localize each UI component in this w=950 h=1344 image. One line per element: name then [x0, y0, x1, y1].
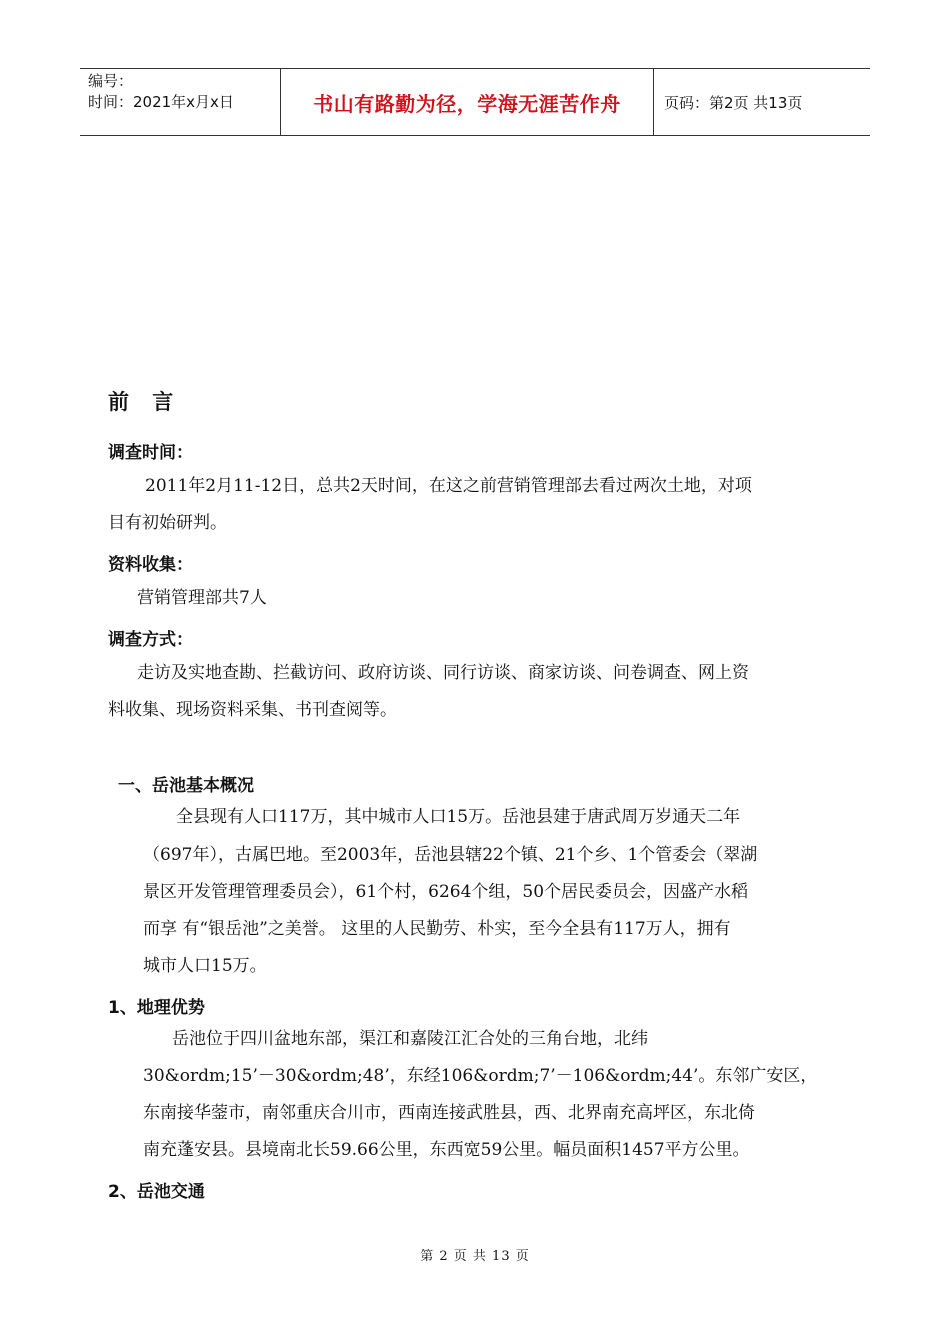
overview-line: 而享 有“银岳池”之美誉。 这里的人民勤劳、朴实，至今全县有117万人，拥有	[143, 919, 731, 939]
geography-heading: 1、地理优势	[108, 998, 205, 1018]
overview-line: 景区开发管理管理委员会），61个村，6264个组，50个居民委员会，因盛产水稻	[143, 882, 749, 902]
data-collection-heading: 资料收集：	[108, 555, 193, 575]
overview-line: （697年），古属巴地。至2003年，岳池县辖22个镇、21个乡、1个管委会（翠湖	[143, 845, 758, 865]
traffic-heading: 2、岳池交通	[108, 1182, 205, 1202]
header-motto: 书山有路勤为径，学海无涯苦作舟	[281, 69, 654, 135]
overview-line: 城市人口15万。	[143, 956, 267, 976]
geography-line: 30&ordm;15’－30&ordm;48’，东经106&ordm;7’－106&ordm;44’。东邻广安区，	[143, 1066, 818, 1086]
header-meta	[80, 69, 281, 135]
survey-method-line-2: 料收集、现场资料采集、书刊查阅等。	[108, 700, 397, 720]
survey-time-heading: 调查时间：	[108, 443, 193, 463]
document-number-label: 编号：	[88, 72, 134, 90]
document-time-label: 时间：2021年x月x日	[88, 93, 234, 111]
page-title: 前 言	[108, 390, 182, 414]
header-page-code: 页码：第2页 共13页	[664, 93, 803, 112]
survey-method-heading: 调查方式：	[108, 630, 193, 650]
section-heading-overview: 一、岳池基本概况	[118, 776, 254, 796]
survey-time-line-1: 2011年2月11-12日，总共2天时间，在这之前营销管理部去看过两次土地，对项	[145, 476, 752, 496]
geography-line: 东南接华蓥市，南邻重庆合川市，西南连接武胜县，西、北界南充高坪区，东北倚	[143, 1103, 755, 1123]
overview-line: 全县现有人口117万，其中城市人口15万。岳池县建于唐武周万岁通天二年	[176, 807, 741, 827]
survey-method-line-1: 走访及实地查勘、拦截访问、政府访谈、同行访谈、商家访谈、问卷调查、网上资	[137, 663, 749, 683]
survey-time-line-2: 目有初始研判。	[108, 513, 227, 533]
geography-line: 岳池位于四川盆地东部，渠江和嘉陵江汇合处的三角台地，北纬	[172, 1029, 648, 1049]
geography-line: 南充蓬安县。县境南北长59.66公里，东西宽59公里。幅员面积1457平方公里。	[143, 1140, 750, 1160]
data-collection-text: 营销管理部共7人	[137, 588, 267, 608]
page-footer-number: 第 2 页 共 13 页	[420, 1249, 530, 1264]
page-header	[80, 68, 870, 136]
